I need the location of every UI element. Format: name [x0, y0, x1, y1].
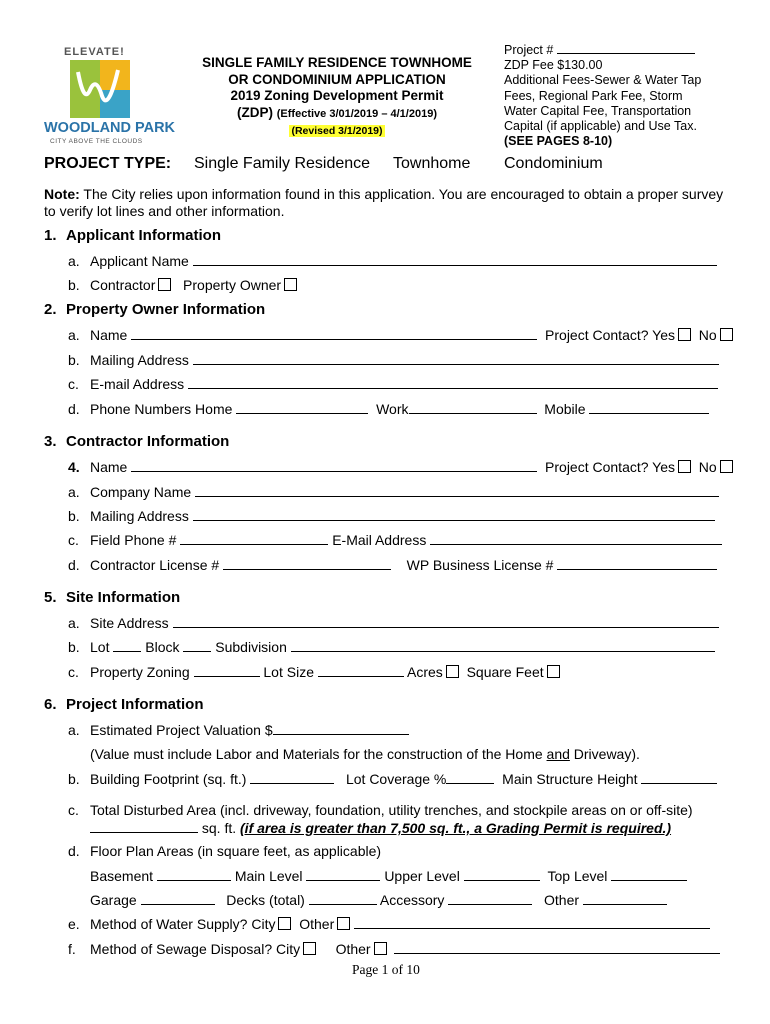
- site-address-field[interactable]: [173, 614, 719, 628]
- item-letter: d.: [68, 557, 80, 573]
- logo-name: WOODLAND PARK: [44, 120, 176, 136]
- contractor-mailing-row: [68, 507, 715, 524]
- title-revised-row: [192, 122, 482, 140]
- project-type-single-family[interactable]: Single Family Residence: [194, 155, 371, 172]
- contractor-contact-yes-label: Project Contact? Yes: [545, 459, 676, 475]
- floor-levels-row: [90, 867, 687, 884]
- upper-level-field[interactable]: [464, 867, 540, 881]
- section-title: Project Information: [66, 696, 204, 713]
- contractor-email-label: E-Mail Address: [332, 532, 427, 548]
- logo-tagline: CITY ABOVE THE CLOUDS: [50, 138, 143, 145]
- valuation-label: Estimated Project Valuation $: [90, 722, 273, 738]
- site-address-row: [68, 614, 719, 631]
- contractor-mailing-label: Mailing Address: [90, 508, 189, 524]
- section-2-header: [44, 301, 265, 318]
- item-letter: c.: [68, 376, 79, 392]
- form-title: [192, 55, 482, 140]
- basement-label: Basement: [90, 868, 154, 884]
- water-city-label: Method of Water Supply? City: [90, 916, 276, 932]
- top-level-label: Top Level: [547, 868, 608, 884]
- project-number-field[interactable]: [557, 40, 695, 54]
- project-number-row: [504, 40, 701, 58]
- note-label: Note:: [44, 186, 80, 202]
- contractor-contact-no-label: No: [698, 459, 717, 475]
- fees-line-7: (SEE PAGES 8-10): [504, 134, 613, 149]
- floor-plan-label: Floor Plan Areas (in square feet, as applicable): [90, 843, 382, 859]
- owner-contact-yes-label: Project Contact? Yes: [545, 327, 676, 343]
- item-letter: d.: [68, 843, 80, 859]
- section-title: Contractor Information: [66, 433, 230, 450]
- decks-label: Decks (total): [226, 892, 305, 908]
- top-level-field[interactable]: [611, 867, 687, 881]
- owner-phone-row: [68, 400, 709, 417]
- water-supply-row: [68, 915, 710, 932]
- property-owner-label: Property Owner: [183, 277, 282, 293]
- garage-label: Garage: [90, 892, 137, 908]
- garage-row: [90, 891, 667, 908]
- owner-name-field[interactable]: [131, 326, 537, 340]
- owner-mobile-field[interactable]: [589, 400, 709, 414]
- owner-work-label: Work: [376, 401, 409, 417]
- main-level-field[interactable]: [306, 867, 380, 881]
- fees-line-3: Additional Fees-Sewer & Water Tap: [504, 73, 702, 88]
- project-type-condominium[interactable]: Condominium: [504, 155, 603, 172]
- lot-size-label: Lot Size: [263, 664, 314, 680]
- footprint-field[interactable]: [250, 770, 334, 784]
- footprint-row: [68, 770, 717, 787]
- section-title: Property Owner Information: [66, 301, 266, 318]
- woodland-park-logo: [44, 46, 176, 150]
- accessory-label: Accessory: [379, 892, 445, 908]
- valuation-field[interactable]: [273, 721, 409, 735]
- main-level-label: Main Level: [234, 868, 303, 884]
- owner-mobile-label: Mobile: [544, 401, 586, 417]
- applicant-type-row: [68, 277, 297, 293]
- square-feet-label: Square Feet: [466, 664, 544, 680]
- other-label: Other: [544, 892, 580, 908]
- owner-name-label: Name: [90, 327, 128, 343]
- company-name-label: Company Name: [90, 484, 192, 500]
- project-number-label: Project #: [504, 43, 554, 57]
- owner-email-row: [68, 375, 718, 392]
- note-line-1: The City relies upon information found in this application. You are encouraged to obtain a proper survey: [79, 186, 724, 202]
- fees-line-5: Water Capital Fee, Transportation: [504, 103, 692, 118]
- item-letter: a.: [68, 253, 80, 269]
- note: [44, 186, 723, 220]
- owner-mailing-label: Mailing Address: [90, 352, 189, 368]
- subdivision-label: Subdivision: [215, 639, 287, 655]
- item-letter: a.: [68, 722, 80, 738]
- disturbed-area-field[interactable]: [90, 819, 198, 833]
- valuation-row: [68, 721, 409, 738]
- title-line-1: SINGLE FAMILY RESIDENCE TOWNHOME: [202, 55, 472, 70]
- decks-field[interactable]: [309, 891, 377, 905]
- item-letter: b.: [68, 771, 80, 787]
- section-5-header: [44, 589, 180, 606]
- title-line-3: 2019 Zoning Development Permit: [230, 88, 444, 103]
- zoning-row: [68, 663, 560, 680]
- title-line-2: OR CONDOMINIUM APPLICATION: [228, 71, 446, 87]
- valuation-note-and: and: [546, 746, 570, 762]
- disturbed-area-row: [68, 802, 693, 818]
- zoning-label: Property Zoning: [90, 664, 190, 680]
- zoning-field[interactable]: [194, 663, 260, 677]
- company-name-row: [68, 483, 719, 500]
- section-1-header: [44, 227, 221, 244]
- contractor-license-field[interactable]: [223, 556, 391, 570]
- contractor-contact-no-checkbox[interactable]: [720, 460, 733, 473]
- title-effective: (Effective 3/01/2019 – 4/1/2019): [276, 107, 437, 120]
- section-number: 3.: [44, 433, 57, 450]
- owner-contact-no-label: No: [698, 327, 717, 343]
- sewage-other-field[interactable]: [394, 940, 720, 954]
- owner-mailing-field[interactable]: [193, 351, 719, 365]
- lot-block-row: [68, 638, 715, 655]
- project-type-label: PROJECT TYPE:: [44, 155, 172, 172]
- logo-top-text: ELEVATE!: [64, 46, 125, 58]
- height-label: Main Structure Height: [502, 771, 638, 787]
- sewage-city-checkbox[interactable]: [303, 942, 316, 955]
- wp-license-field[interactable]: [557, 556, 717, 570]
- company-name-field[interactable]: [195, 483, 719, 497]
- item-letter: b.: [68, 352, 80, 368]
- contractor-checkbox[interactable]: [158, 278, 171, 291]
- owner-contact-no-checkbox[interactable]: [720, 328, 733, 341]
- block-field[interactable]: [183, 638, 211, 652]
- fees-line-4: Fees, Regional Park Fee, Storm: [504, 88, 683, 103]
- contractor-mailing-field[interactable]: [193, 507, 715, 521]
- item-letter: 4.: [68, 459, 80, 475]
- water-city-checkbox[interactable]: [278, 917, 291, 930]
- sewage-city-label: Method of Sewage Disposal? City: [90, 941, 301, 957]
- coverage-label: Lot Coverage %: [345, 771, 447, 787]
- contractor-email-field[interactable]: [430, 531, 722, 545]
- footprint-label: Building Footprint (sq. ft.): [90, 771, 247, 787]
- section-number: 5.: [44, 589, 57, 606]
- wp-license-label: WP Business License #: [406, 557, 554, 573]
- section-6-header: [44, 696, 204, 713]
- floor-plan-row: [68, 843, 381, 859]
- contractor-label: Contractor: [90, 277, 156, 293]
- accessory-field[interactable]: [448, 891, 532, 905]
- disturbed-sqft-label: sq. ft.: [198, 820, 241, 836]
- item-letter: d.: [68, 401, 80, 417]
- coverage-field[interactable]: [446, 770, 494, 784]
- item-letter: a.: [68, 484, 80, 500]
- owner-home-field[interactable]: [236, 400, 368, 414]
- disturbed-area-label: Total Disturbed Area (incl. driveway, foundation, utility trenches, and stockpile areas on or off-site): [90, 802, 693, 818]
- contractor-contact-yes-checkbox[interactable]: [678, 460, 691, 473]
- item-letter: b.: [68, 277, 80, 293]
- zdp-fee: ZDP Fee $130.00: [504, 58, 603, 73]
- item-letter: e.: [68, 916, 80, 932]
- owner-email-label: E-mail Address: [90, 376, 185, 392]
- section-title: Site Information: [66, 589, 181, 606]
- contractor-name-label: Name: [90, 459, 128, 475]
- lot-field[interactable]: [113, 638, 141, 652]
- contractor-name-field[interactable]: [131, 458, 537, 472]
- valuation-note-post: Driveway).: [569, 746, 640, 762]
- item-letter: c.: [68, 532, 79, 548]
- section-number: 2.: [44, 301, 57, 318]
- fees-line-6: Capital (if applicable) and Use Tax.: [504, 119, 697, 134]
- section-number: 1.: [44, 227, 57, 244]
- owner-name-row: [68, 326, 733, 343]
- owner-work-field[interactable]: [409, 400, 537, 414]
- applicant-name-label: Applicant Name: [90, 253, 189, 269]
- grading-permit-warning: (if area is greater than 7,500 sq. ft., a Grading Permit is required.): [240, 820, 672, 836]
- garage-field[interactable]: [141, 891, 215, 905]
- owner-contact-yes-checkbox[interactable]: [678, 328, 691, 341]
- block-label: Block: [145, 639, 180, 655]
- applicant-name-row: [68, 252, 717, 269]
- page-number: Page 1 of 10: [352, 962, 420, 977]
- other-field[interactable]: [583, 891, 667, 905]
- height-field[interactable]: [641, 770, 717, 784]
- item-letter: a.: [68, 327, 80, 343]
- sewage-row: [68, 940, 720, 957]
- owner-home-label: Phone Numbers Home: [90, 401, 233, 417]
- contractor-license-label: Contractor License #: [90, 557, 220, 573]
- item-letter: b.: [68, 639, 80, 655]
- section-title: Applicant Information: [66, 227, 221, 244]
- sewage-other-checkbox[interactable]: [374, 942, 387, 955]
- item-letter: f.: [68, 941, 76, 957]
- contractor-name-row: [68, 458, 733, 475]
- lot-label: Lot: [90, 639, 110, 655]
- square-feet-checkbox[interactable]: [547, 665, 560, 678]
- section-3-header: [44, 433, 229, 450]
- subdivision-field[interactable]: [291, 638, 715, 652]
- acres-label: Acres: [407, 664, 443, 680]
- fees-block: [504, 40, 701, 149]
- section-number: 6.: [44, 696, 57, 713]
- item-letter: b.: [68, 508, 80, 524]
- property-owner-checkbox[interactable]: [284, 278, 297, 291]
- applicant-name-field[interactable]: [193, 252, 717, 266]
- valuation-note: [90, 746, 640, 762]
- acres-checkbox[interactable]: [446, 665, 459, 678]
- title-revised: (Revised 3/1/2019): [291, 125, 383, 137]
- field-phone-label: Field Phone #: [90, 532, 177, 548]
- valuation-note-pre: (Value must include Labor and Materials for the construction of the Home: [90, 746, 547, 762]
- owner-email-field[interactable]: [188, 375, 718, 389]
- field-phone-field[interactable]: [180, 531, 328, 545]
- water-other-checkbox[interactable]: [337, 917, 350, 930]
- disturbed-area-line-2: [90, 819, 671, 836]
- owner-mailing-row: [68, 351, 719, 368]
- project-type-townhome[interactable]: Townhome: [393, 155, 471, 172]
- water-other-label: Other: [299, 916, 335, 932]
- contractor-phone-email-row: [68, 531, 722, 548]
- upper-level-label: Upper Level: [384, 868, 460, 884]
- water-other-field[interactable]: [354, 915, 710, 929]
- basement-field[interactable]: [157, 867, 231, 881]
- sewage-other-label: Other: [335, 941, 371, 957]
- site-address-label: Site Address: [90, 615, 169, 631]
- logo-emblem: [70, 60, 130, 118]
- note-line-2: to verify lot lines and other information.: [44, 203, 285, 219]
- item-letter: c.: [68, 664, 79, 680]
- item-letter: a.: [68, 615, 80, 631]
- title-zdp: (ZDP): [237, 104, 273, 120]
- title-line-4: [192, 105, 482, 123]
- item-letter: c.: [68, 802, 79, 818]
- contractor-license-row: [68, 556, 717, 573]
- lot-size-field[interactable]: [318, 663, 404, 677]
